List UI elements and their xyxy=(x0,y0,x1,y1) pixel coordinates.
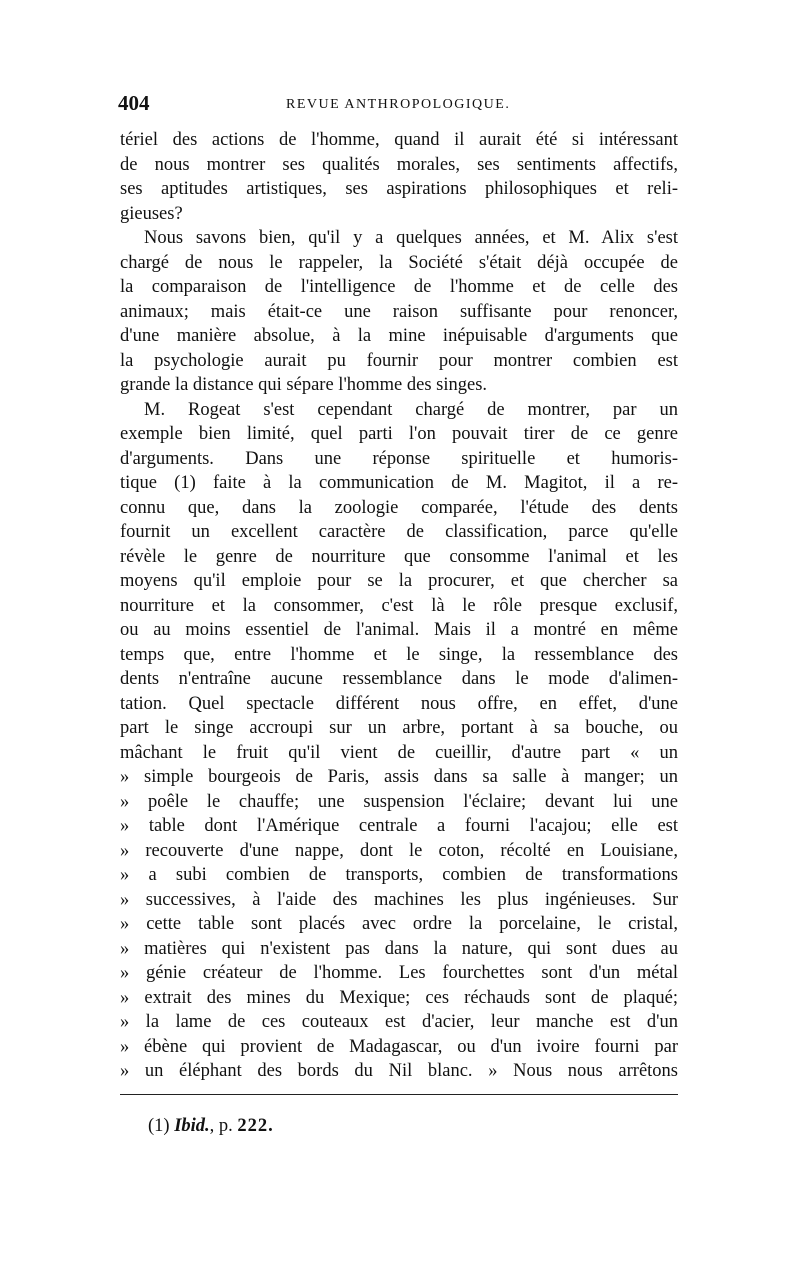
text-line: » matières qui n'existent pas dans la nature, qui sont dues au xyxy=(120,938,678,959)
text-line: de nous montrer ses qualités morales, ses sentiments affectifs, xyxy=(120,154,678,175)
text-line: tation. Quel spectacle différent nous offre, en effet, d'une xyxy=(120,693,678,714)
text-line: » extrait des mines du Mexique; ces réchauds sont de plaqué; xyxy=(120,987,678,1008)
text-line: » successives, à l'aide des machines les plus ingénieuses. Sur xyxy=(120,889,678,910)
footnote-page-label: , p. xyxy=(209,1116,233,1136)
text-line: » recouverte d'une nappe, dont le coton, récolté en Louisiane, xyxy=(120,840,678,861)
text-line: gieuses? xyxy=(120,203,183,224)
text-line: mâchant le fruit qu'il vient de cueillir, d'autre part « un xyxy=(120,742,678,763)
footnote-ibid: Ibid. xyxy=(174,1116,210,1136)
text-line: dents n'entraîne aucune ressemblance dans le mode d'alimen- xyxy=(120,669,678,689)
text-line: » un éléphant des bords du Nil blanc. » Nous nous arrêtons xyxy=(120,1061,678,1081)
text-line: ses aptitudes artistiques, ses aspirations philosophiques et reli- xyxy=(120,179,678,199)
text-line: chargé de nous le rappeler, la Société s'était déjà occupée de xyxy=(120,252,678,273)
page-header xyxy=(118,91,678,121)
text-line: » génie créateur de l'homme. Les fourchettes sont d'un métal xyxy=(120,963,678,983)
text-line: fournit un excellent caractère de classification, parce qu'elle xyxy=(120,522,678,542)
text-line: nourriture et la consommer, c'est là le rôle presque exclusif, xyxy=(120,595,678,616)
text-line: d'arguments. Dans une réponse spirituelle et humoris- xyxy=(120,448,678,469)
text-line: Nous savons bien, qu'il y a quelques années, et M. Alix s'est xyxy=(144,228,678,248)
text-line: » a subi combien de transports, combien de transformations xyxy=(120,865,678,885)
text-line: révèle le genre de nourriture que consomme l'animal et les xyxy=(120,546,678,567)
body-text xyxy=(120,128,678,1084)
text-line: M. Rogeat s'est cependant chargé de montrer, par un xyxy=(144,399,678,420)
text-line: connu que, dans la zoologie comparée, l'étude des dents xyxy=(120,497,678,518)
footnote-marker: (1) xyxy=(148,1116,170,1136)
text-line: tique (1) faite à la communication de M. Magitot, il a re- xyxy=(120,473,678,493)
text-line: » simple bourgeois de Paris, assis dans sa salle à manger; un xyxy=(120,767,678,787)
text-line: moyens qu'il emploie pour se la procurer, et que chercher sa xyxy=(120,571,678,591)
text-line: » poêle le chauffe; une suspension l'éclaire; devant lui une xyxy=(120,791,678,812)
page-number: 404 xyxy=(118,91,150,115)
running-title: REVUE ANTHROPOLOGIQUE. xyxy=(286,97,511,112)
footnote xyxy=(148,1116,274,1137)
text-line: » table dont l'Amérique centrale a fourni l'acajou; elle est xyxy=(120,816,678,836)
text-line: grande la distance qui sépare l'homme des singes. xyxy=(120,375,488,395)
text-line: part le singe accroupi sur un arbre, portant à sa bouche, ou xyxy=(120,718,678,738)
text-line: » la lame de ces couteaux est d'acier, leur manche est d'un xyxy=(120,1012,678,1032)
text-line: la psychologie aurait pu fournir pour montrer combien est xyxy=(120,350,678,371)
text-line: animaux; mais était-ce une raison suffisante pour renoncer, xyxy=(120,301,678,322)
text-line: temps que, entre l'homme et le singe, la ressemblance des xyxy=(120,644,678,665)
text-line: d'une manière absolue, à la mine inépuisable d'arguments que xyxy=(120,326,678,346)
text-line: ou au moins essentiel de l'animal. Mais il a montré en même xyxy=(120,620,678,640)
text-line: tériel des actions de l'homme, quand il aurait été si intéressant xyxy=(120,130,678,150)
footnote-page-number: 222. xyxy=(237,1116,274,1136)
text-line: exemple bien limité, quel parti l'on pouvait tirer de ce genre xyxy=(120,424,678,444)
text-line: la comparaison de l'intelligence de l'homme et de celle des xyxy=(120,277,678,297)
text-line: » cette table sont placés avec ordre la porcelaine, le cristal, xyxy=(120,914,678,934)
text-line: » ébène qui provient de Madagascar, ou d'un ivoire fourni par xyxy=(120,1036,678,1057)
footnote-divider xyxy=(120,1094,678,1095)
